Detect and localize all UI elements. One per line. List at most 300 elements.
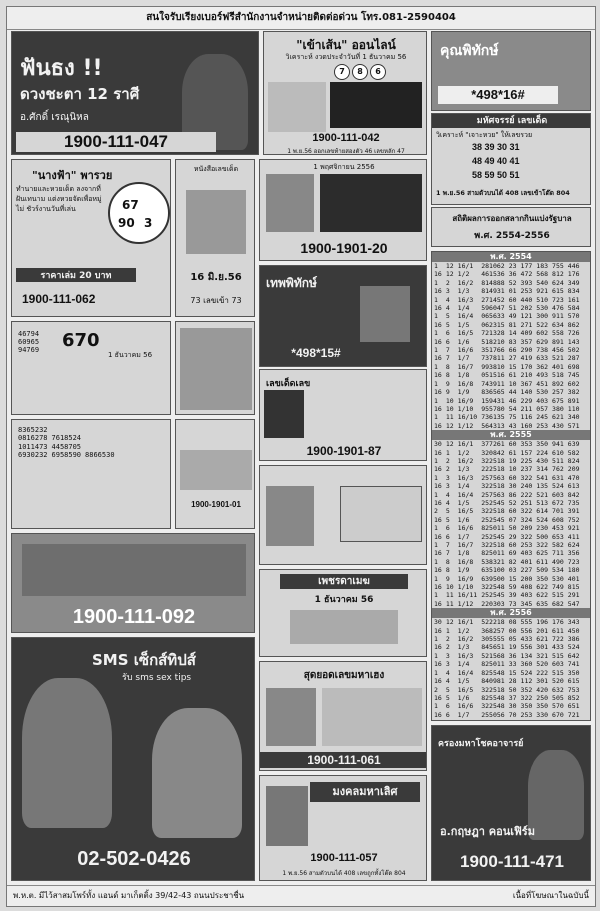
table-cell: 43 [508,421,517,430]
table-cell: 209 [567,465,580,474]
table-cell: 522218 [481,618,505,627]
ad-image [180,450,252,490]
stats-table-box [431,251,591,721]
table-cell: 510 [536,295,549,304]
table-cell: 16/2 [457,456,474,465]
ad-maeyai-text: ทำนายและหวยเด็ด ลงจากที่ฝันเทนาม แต่งหวยจัดเพื่อหมู่ไม่ ชัวร์งานวันที่เล่น [16,185,102,213]
stats-header [431,207,591,247]
ad-670-date: 1 ธันวาคม 56 [108,351,153,359]
ad-fantong-sub: ดวงชะตา 12 ราศี [20,85,140,103]
table-cell [444,719,456,721]
ad-rightcol-row-2: 48 49 40 41 [472,156,520,166]
table-cell: 322518 [481,482,505,491]
table-cell: 19 [508,643,517,652]
table-cell: 7 [445,549,450,558]
ad-sexy-phone: 1900-111-092 [72,606,196,628]
table-row [432,457,582,465]
table-cell: 8 [445,557,450,566]
table-cell: 461536 [481,270,505,279]
table-cell: 5 [445,693,450,702]
table-cell: 682 [552,599,564,608]
table-cell: 349 [567,278,580,287]
table-cell: 320842 [481,448,505,457]
table-cell: 222518 [481,465,505,474]
table-cell: 825548 [481,668,505,677]
table-cell: 515 [552,668,564,677]
small-stats [11,419,171,529]
table-cell: 639 [567,440,580,449]
table-row [432,296,582,304]
table-cell: 16/5 [457,507,474,516]
table-cell: 161 [567,295,580,304]
table-cell: 1 [434,456,438,465]
table-row [432,499,582,507]
table-cell: 16 [434,566,442,575]
ball-1: 7 [334,64,350,80]
table-cell: 622 [536,591,549,600]
table-cell: 738 [536,346,549,355]
table-cell: 1/7 [457,532,470,541]
table-cell: 701 [552,507,564,516]
table-cell: 814931 [481,287,505,296]
table-cell: 368257 [481,626,505,635]
table-cell: 134 [520,651,533,660]
table-cell: 5 [445,685,450,694]
table-cell: 530 [536,304,549,313]
table-cell: 202 [520,304,533,313]
table-cell: 12 [445,421,454,430]
table-cell: 343 [567,618,580,627]
table-cell: 825011 [481,549,505,558]
table-cell: 440 [520,295,533,304]
table-cell: 582 [567,448,580,457]
table-row [432,363,582,371]
table-cell: 1/6 [457,337,470,346]
table-cell: 11 [445,599,454,608]
table-cell: 615 [567,677,580,686]
table-cell: 762 [552,465,564,474]
table-cell [550,719,566,721]
number-grid [330,82,422,128]
ad-sms-tip-sub: รับ sms sex tips [122,673,192,683]
table-cell: 745 [567,371,580,380]
table-cell: 721 [567,710,580,719]
ad-khaosen-note: 1 พ.ย.56 ออกเลขท้ายสองตัว 46 เลขหลัก 47 [287,148,405,155]
table-row [432,591,582,599]
table-cell: 140 [520,388,533,397]
table-row [432,422,582,430]
ad-thai-lotto-title: สุดยอดเลขมหาเฮง [303,670,385,681]
table-cell: 540 [536,278,549,287]
ad-sms-tip-title: SMS เซ็กส์ทิปส์ [92,651,196,669]
table-cell: 670 [552,710,564,719]
table-cell: 11 [445,413,454,422]
ad-670-right [175,419,255,529]
table-cell: 5 [445,507,450,516]
table-cell: 921 [536,287,549,296]
table-cell: 36 [508,270,517,279]
table-cell: 635100 [481,566,505,575]
table-cell: 1/5 [457,320,470,329]
table-cell: 16 [434,583,442,592]
table-cell: 891 [567,396,580,405]
table-cell: 502 [567,346,580,355]
table-cell: 2 [434,685,438,694]
table-cell: 541 [536,473,549,482]
ad-maeyai [11,159,171,317]
ad-thai-lotto [259,661,427,771]
table-cell: 16 [434,421,442,430]
table-cell: 2 [445,635,450,644]
table-cell: 610 [552,448,564,457]
table-row [432,304,582,312]
table-cell: 430 [536,456,549,465]
table-row [432,270,582,278]
table-cell: 433 [552,643,564,652]
table-row [432,449,582,457]
table-cell: 253 [520,541,533,549]
table-cell: 521568 [481,651,505,660]
ad-khaosen-phone: 1900-111-042 [312,132,380,144]
table-cell: 621 [536,635,549,644]
table-cell: 711 [552,549,564,558]
table-cell: 3 [445,287,450,296]
table-cell: 255056 [481,710,505,719]
table-cell: 642 [567,651,580,660]
table-cell: 61 [508,448,517,457]
table-cell: 1/7 [457,354,470,363]
table-cell: 1/2 [457,270,470,279]
table-cell: 5 [445,320,450,329]
table-cell: 726 [567,329,580,338]
table-row [432,643,582,651]
table-cell: 524 [552,482,564,491]
table-cell: 352 [520,685,533,694]
table-cell: 16 [434,532,442,541]
table-cell: 065633 [481,312,505,321]
table-cell: 2 [434,507,438,516]
table-cell: 386 [567,635,580,644]
table-cell: 237 [520,465,533,474]
ad-numbers-phone: 1900-1901-20 [300,240,388,256]
table-row [432,482,582,490]
ad-lek [259,369,427,461]
table-row [432,440,582,448]
table-cell: 340 [567,413,580,422]
table-cell: 23 [508,262,517,270]
table-cell: 753 [567,685,580,694]
table-cell: 629 [536,337,549,346]
table-cell: 16/6 [457,702,474,711]
table-cell: 737811 [481,354,505,363]
table-cell: 322 [520,532,533,541]
table-cell: 1/4 [457,304,470,313]
table-cell: 52 [508,498,517,507]
table-cell: 1/6 [457,693,470,702]
table-cell: 9 [445,574,450,583]
ad-rightcol-note: 1 พ.ย.56 สามตัวบนได้ 408 เลขเข้าโต๊ด 804 [436,189,570,197]
ad-lucky-date: 16 มิ.ย.56 [190,272,242,283]
table-cell: 1 [434,557,438,566]
table-cell: 633 [536,354,549,363]
table-cell: 1 [434,702,438,711]
table-cell: 862 [567,320,580,329]
table-cell: 322 [536,541,549,549]
table-cell: 356 [567,549,580,558]
table-row [432,397,582,405]
table-cell: 721328 [481,329,505,338]
ad-monk-phone: 1900-111-057 [310,852,378,864]
table-cell: 16/3 [457,295,474,304]
table-cell: 834 [567,287,580,296]
table-cell [519,719,535,721]
table-cell: 1/5 [457,498,470,507]
table-cell: 921 [567,524,580,533]
table-cell: 408 [520,583,533,592]
ad-mid-lottery [259,265,427,367]
ad-rightcol-sub: วิเคราะห์ "เจาะหวย" ให้เลขรวย [436,131,533,139]
table-cell: 1 [434,473,438,482]
table-cell: 75 [508,413,517,422]
table-cell: 993810 [481,362,505,371]
table-row [432,669,582,677]
table-cell: 252545 [481,498,505,507]
table-cell: 16 [434,482,442,491]
table-row [432,686,582,694]
table-cell: 1 [434,396,438,405]
table-row [432,660,582,668]
table-cell: 602 [567,379,580,388]
table-cell: 157 [520,448,533,457]
table-row [432,491,582,499]
ad-sexy [11,533,255,633]
ball-3: 6 [370,64,386,80]
table-cell: 651 [567,702,580,711]
table-cell: 07 [508,515,517,524]
table-cell: 51 [508,304,517,313]
table-cell: 723 [552,295,564,304]
table-cell: 1/9 [457,566,470,575]
table-cell: 36 [508,651,517,660]
table-cell: 1 [434,295,438,304]
table-cell: 245 [536,413,549,422]
table-cell: 8 [445,362,450,371]
table-cell: 1/7 [457,710,470,719]
table-cell: 6 [445,329,450,338]
product-image [180,328,252,410]
table-cell: 143 [567,337,580,346]
ad-phetkham-top [259,465,427,565]
table-cell: 70 [508,710,517,719]
ad-fantong [11,31,259,155]
stats-year-table [432,440,582,608]
table-cell: 603 [552,660,564,669]
table-cell: 16/11 [457,591,478,600]
table-cell: 03 [508,566,517,575]
table-cell: 12 [445,270,454,279]
table-cell: 351766 [481,346,505,355]
table-cell: 814888 [481,278,505,287]
monk-image [266,786,308,846]
table-cell: 60 [508,541,517,549]
table-cell: 15 [508,362,517,371]
table-cell: 16/6 [457,524,474,533]
table-cell: 257 [552,388,564,397]
table-cell: 5 [445,312,450,321]
table-row [432,474,582,482]
table-cell: 380 [552,404,564,413]
table-row [432,711,582,719]
table-cell: 290 [520,346,533,355]
table-cell: 16/2 [457,278,474,287]
table-cell: 3 [445,473,450,482]
table-cell: 584 [567,304,580,313]
table-cell: 11 [445,591,454,600]
table-cell: 570 [552,702,564,711]
table-cell: 625 [536,549,549,558]
table-row [432,694,582,702]
ad-monk-title: มงคลมหาเลิศ [310,782,420,802]
table-cell: 521 [552,354,564,363]
table-cell: 10 [445,583,454,592]
table-cell: 15 [508,574,517,583]
table-cell: 252545 [481,591,505,600]
table-cell: 622 [536,583,549,592]
table-cell: 81 [508,320,517,329]
ad-rightcol-title: มหัศจรรย์ เลขเด็ด [432,114,591,128]
table-cell: 450 [567,626,580,635]
table-cell: 177 [520,262,533,270]
table-cell: 135 [536,482,549,491]
table-row [432,533,582,541]
table-cell: 301 [536,677,549,686]
ad-monk-note: 1 พ.ย.56 สามตัวบนได้ 408 เลขถูกทั้งโต๊ด 804 [282,870,406,877]
table-cell: 253 [520,710,533,719]
table-cell: 16 [434,710,442,719]
table-cell: 534 [552,566,564,575]
ad-lek-title: เลขเด็ดเลข [266,379,311,389]
ad-rightcol-row-1: 38 39 30 31 [472,142,520,152]
table-cell: 564313 [481,421,505,430]
table-cell: 16 [434,448,442,457]
table-cell: 16 [434,404,442,413]
table-cell: 1 [445,626,450,635]
table-cell: 27 [508,354,517,363]
table-cell: 403 [520,549,533,558]
table-cell: 49 [508,312,517,321]
table-cell: 1/5 [457,677,470,686]
ad-670-left [11,321,171,415]
table-cell: 419 [520,354,533,363]
table-cell: 403 [520,591,533,600]
table-cell: 60 [508,473,517,482]
table-cell: 941 [552,440,564,449]
table-cell: 736135 [481,413,505,422]
table-cell: 121 [520,312,533,321]
table-cell: 611 [552,626,564,635]
table-cell: 10 [445,396,454,405]
table-cell: 66 [508,346,517,355]
table-row [432,262,582,270]
lottery-wheel [108,182,170,244]
table-cell: 350 [536,440,549,449]
table-cell: 476 [552,304,564,313]
table-cell: 15 [508,668,517,677]
table-row [432,558,582,566]
table-row [432,354,582,362]
table-cell: 59 [508,583,517,592]
table-cell: 16/4 [457,312,474,321]
table-cell: 86 [508,490,517,499]
table-cell: 568 [536,270,549,279]
ad-numbers [259,159,427,261]
table-cell: 547 [567,599,580,608]
table-cell: 520 [536,660,549,669]
table-cell: 183 [536,262,549,270]
ad-fantong-phone: 1900-111-047 [16,132,216,152]
page-header: สนใจรับเรียงเบอร์ฟรีสำนักงานจำหน่ายติดต่อด่วน โทร.081-2590404 [7,7,595,30]
table-cell: 222 [520,490,533,499]
table-cell: 30 [508,702,517,711]
table-row [432,627,582,635]
table-cell: 301 [536,643,549,652]
photo-image [22,544,246,596]
table-cell: 518 [552,371,564,380]
table-cell: 52 [508,278,517,287]
table-cell: 116 [520,413,533,422]
table-cell: 1/4 [457,660,470,669]
table-cell: 755 [552,262,564,270]
ad-khaosen [263,31,427,155]
table-cell: 16/1 [457,440,474,449]
table-cell: 322518 [481,456,505,465]
table-cell: 291 [567,591,580,600]
ad-phetkham-date: 1 ธันวาคม 56 [314,595,374,605]
table-row [432,329,582,337]
table-cell: 530 [552,574,564,583]
table-cell: 30 [434,618,442,627]
table-cell: 160 [520,421,533,430]
table-cell: 1/3 [457,287,470,296]
table-cell: 16 [434,465,442,474]
table-cell: 1 [434,262,438,270]
table-cell: 00 [508,626,517,635]
table-cell: 409 [520,329,533,338]
table-cell: 16/9 [457,396,474,405]
table-cell: 401 [552,362,564,371]
table-cell: 1 [434,651,438,660]
table-cell: 825548 [481,693,505,702]
ad-khunpitak [431,31,591,111]
table-cell: 556 [520,643,533,652]
table-cell: 257563 [481,490,505,499]
ad-thai-lotto-phone: 1900-111-061 [260,752,427,768]
table-row [432,279,582,287]
ad-phetkham [259,569,427,657]
table-cell: 251 [520,498,533,507]
table-cell: 159431 [481,396,505,405]
table-cell: 411 [567,532,580,541]
table-row [432,524,582,532]
number-grid-text: 46794 60965 94769 [18,330,40,354]
table-cell: 7 [445,541,450,549]
ad-khunpitak-phone: *498*16# [438,86,558,104]
wheel-num-3: 3 [144,216,153,230]
table-row [432,575,582,583]
footer-right: เนื้อที่โฆษณาในฉบับนี้ [512,891,589,900]
table-cell: 632 [552,685,564,694]
table-cell: 227 [520,566,533,575]
